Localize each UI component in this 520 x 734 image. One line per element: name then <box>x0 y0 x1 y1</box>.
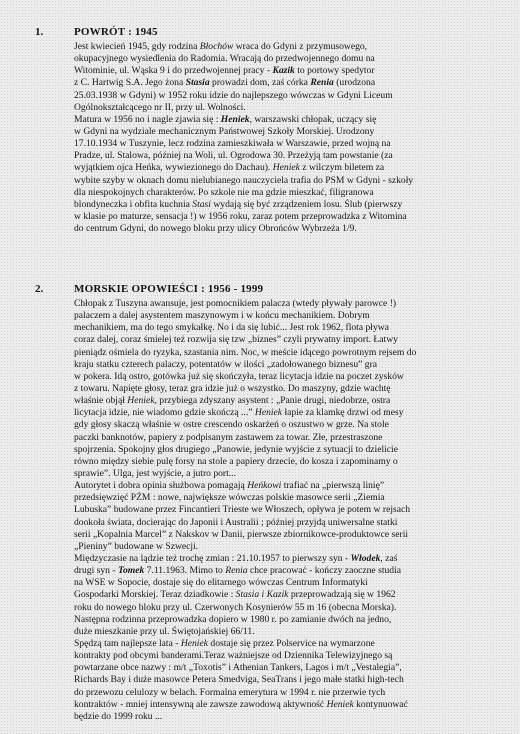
text-line: Następna rodzinna przeprowadzka dopiero w 1980 r. po zamianie dwóch na jedno, <box>74 613 392 625</box>
text-line: dla niespokojnych charakterów. Po szkole nie ma gdzie mieszkać, filigranowa <box>74 186 374 198</box>
text-line: licytacja idzie, nie wiadomo gdzie skończą ...” Heniek łapie za klamkę drzwi od mesy <box>74 407 404 419</box>
text-line: w pokera. Idą ostro, gotówka już się skończyła, teraz licytacja idzie na poczet zysków <box>74 370 404 382</box>
text-line: duże mieszkanie przy ul. Świętojańskiej 66/11. <box>74 625 255 637</box>
text-line: do przewozu celulozy w belach. Formalna emerytura w 1994 r. nie przerwie tych <box>74 686 386 698</box>
text-line: Matura w 1956 no i nagle zjawia się : Heniek, warszawski chłopak, uczący się <box>74 113 377 125</box>
text-line: paczki banknotów, papiery z podpisanym zastawem za towar. Złe, przestraszone <box>74 431 383 443</box>
text-line: 25.03.1938 w Gdyni) w 1952 roku idzie do najlepszego wówczas w Gdyni Liceum <box>74 89 393 101</box>
text-line: do centrum Gdyni, do nowego bloku przy ulicy Obrońców Wybrzeża 1/9. <box>74 223 357 235</box>
text-line: palaczem a dalej asystentem maszynowym i w końcu mechanikiem. Dobrym <box>74 310 370 322</box>
text-line: Richards Bay i duże masowce Petera Smedviga, SeaTrans i jego małe statki high-tech <box>74 674 404 686</box>
section-body <box>74 41 504 235</box>
text-line: pieniądz ośmiela do ryzyka, szastania nim. Noc, w meście idącego powrotnym rejsem do <box>74 346 417 358</box>
text-line: Chłopak z Tuszyna awansuje, jest pomocnikiem palacza (wtedy pływały parowce !) <box>74 298 397 309</box>
text-line: Gospodarki Morskiej. Teraz dziadkowie : Stasia i Kazik przeprowadzają się w 1962 <box>74 589 396 601</box>
text-line: Spędzą tam najlepsze lata - Heniek dostaje się przez Polservice na wymarzone <box>74 637 375 649</box>
text-line: spojrzenia. Spokojny głos drugiego „Panowie, jedynie wyjście z sytuacji to dzielicie <box>74 443 398 455</box>
section-number: 1. <box>35 26 44 38</box>
text-line: będzie do 1999 roku ... <box>74 710 163 722</box>
text-line: coraz dalej, coraz śmielej też rozwija się tzw „biznes” czyli prywatny import. Łatwy <box>74 334 398 346</box>
text-line: w klasie po maturze, sensacja !) w 1956 roku, zaraz potem przeprowadzka z Witomina <box>74 210 407 222</box>
text-line: blondyneczka i obfita kuchnia Stasi wydają się być zrządzeniem losu. Ślub (pierwszy <box>74 198 403 210</box>
text-line: „Pieniny” budowane w Szwecji. <box>74 540 199 552</box>
section-title: POWRÓT : 1945 <box>74 26 158 38</box>
text-line: serii „Kopalnia Marcel” z Nakskov w Danii, pierwsze zbiornikowce-produktowce serii <box>74 528 409 540</box>
text-line: przedsięwzięć PŻM : nowe, największe wówczas polskie masowce serii „Ziemia <box>74 492 385 504</box>
text-line: drugi syn - Tomek 7.11.1963. Mimo to Renia chce pracować - kończy zaoczne studia <box>74 565 402 577</box>
text-line: wyjątkiem ojca Heńka, wywiezionego do Dachau). Heniek z wilczym biletem za <box>74 162 385 174</box>
text-line: równo między siebie pulę forsy na stole a papiery drzecie, do kosza i zapominamy o <box>74 455 398 467</box>
section-return <box>35 26 505 235</box>
text-line: kontraktów - mniej intensywną ale zawsze zawodową aktywność Heniek kontynuować <box>74 698 408 710</box>
text-line: dookoła świata, docierając do Japonii i Australii ; później przyjdą uniwersalne statki <box>74 516 398 528</box>
text-line: 17.10.1934 w Tuszynie, lecz rodzina zamieszkiwała w Warszawie, przed wojną na <box>74 138 391 150</box>
text-line: właśnie objął Heniek, przybiega zdyszany asystent : „Panie drugi, niedobrze, ostra <box>74 395 391 407</box>
text-line: Ogólnokształcącego nr II, przy ul. Wolności. <box>74 101 246 113</box>
text-line: w Gdyni na wydziale mechanicznym Państwowej Szkoły Morskiej. Urodzony <box>74 125 375 137</box>
text-line: gdy głosy skaczą właśnie w ostre crescendo oskarżeń o oszustwo w grze. Na stole <box>74 419 389 431</box>
text-line: kraju statku czterech palaczy, potentatów w ilości „zadołowanego biznesu” gra <box>74 358 378 370</box>
section-sea-stories <box>35 283 505 723</box>
section-body <box>74 298 504 723</box>
text-line: sprawie”. Ulga, jest wyjście, a jutro port... <box>74 467 236 479</box>
text-line: roku do nowego bloku przy ul. Czerwonych Kosynierów 55 m 16 (obecna Morska). <box>74 601 397 613</box>
text-line: na WSE w Sopocie, dostaje się do elitarnego wówczas Centrum Informatyki <box>74 577 368 589</box>
text-line: wybite szyby w oknach domu nielubianego nauczyciela trafia do PSM w Gdyni - szkoły <box>74 174 414 186</box>
section-heading <box>35 26 505 41</box>
text-line: Autorytet i dobra opinia służbowa pomagają Heńkowi trafiać na „pierwszą linię” <box>74 480 385 492</box>
text-line: mechanikiem, ma do tego smykałkę. No i da się lubić... Jest rok 1962, flota pływa <box>74 322 389 334</box>
text-line: z towaru. Napięte głosy, teraz gra idzie już o wszystko. Do maszyny, gdzie wachtę <box>74 382 391 394</box>
text-line: kontrakty pod obcymi banderami.Teraz ważniejsze od Dziennika Telewizyjnego są <box>74 650 393 662</box>
text-line: Międzyczasie na lądzie też trochę zmian : 21.10.1957 to pierwszy syn - Włodek, zaś <box>74 552 398 564</box>
section-number: 2. <box>35 283 44 295</box>
text-line: Witominie, ul. Wąska 9 i do przedwojennej pracy - Kazik to portowy spedytor <box>74 65 375 77</box>
text-line: Jest kwiecień 1945, gdy rodzina Błochów wraca do Gdyni z przymusowego, <box>74 41 368 52</box>
text-line: powtarzane obce nazwy : m/t „Toxotis” i Athenian Tankers, Lagos i m/t „Vestalegia”, <box>74 662 402 674</box>
text-line: Pradze, ul. Stalowa, później na Woli, ul. Ogrodowa 30. Przeżyją tam powstanie (za <box>74 150 393 162</box>
section-title: MORSKIE OPOWIEŚCI : 1956 - 1999 <box>74 283 264 295</box>
text-line: z C. Hartwig S.A. Jego żona Stasia prowadzi dom, zaś córka Renia (urodzona <box>74 77 376 89</box>
section-heading <box>35 283 505 298</box>
text-line: okupacyjnego wysiedlenia do Radomia. Wracają do przedwojennego domu na <box>74 53 375 65</box>
text-line: Lubuska” budowane przez Fincantieri Trieste we Włoszech, opływa je potem w rejsach <box>74 504 411 516</box>
